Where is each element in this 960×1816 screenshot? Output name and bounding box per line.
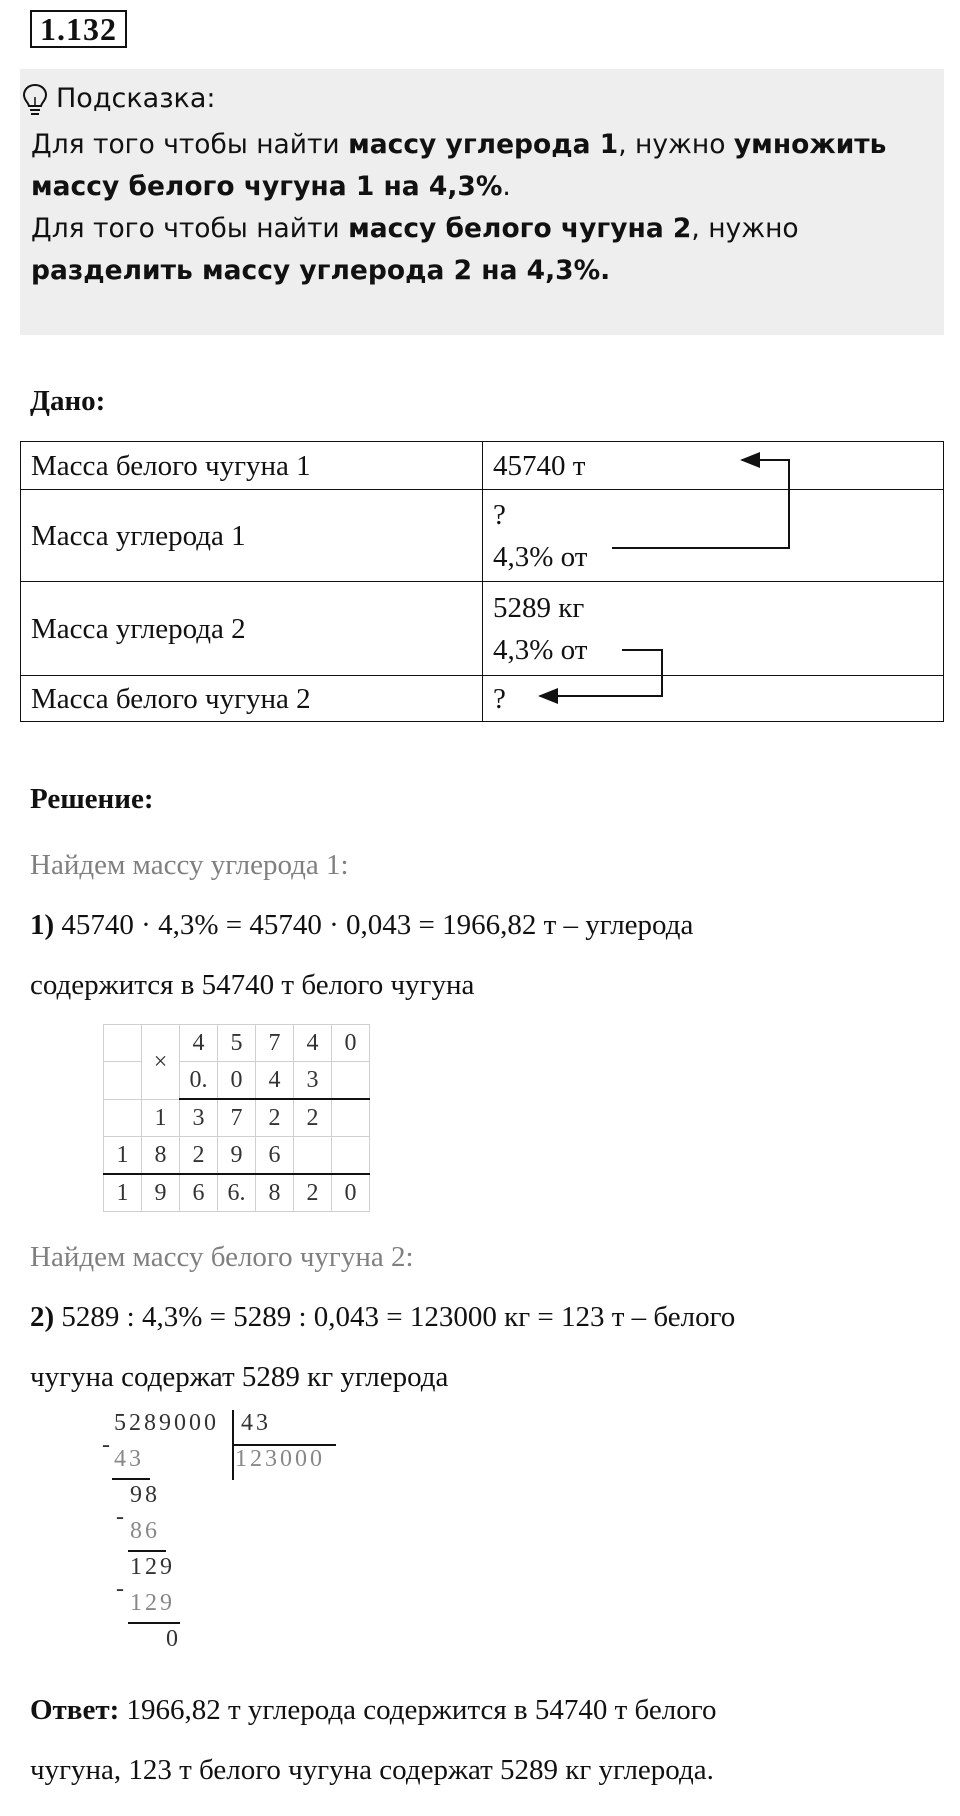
long-division — [96, 1410, 356, 1660]
given-value: ? — [483, 676, 944, 722]
step2-caption: Найдем массу белого чугуна 2: — [30, 1241, 414, 1273]
division-step-line — [128, 1622, 180, 1624]
division-remainder: 0 — [166, 1626, 181, 1652]
hint-line-2: массу белого чугуна 1 на 4,3%. — [31, 171, 511, 202]
given-label: Масса углерода 2 — [21, 582, 483, 676]
mult-row: × 4 5 7 4 0 — [104, 1025, 370, 1062]
division-dividend: 5289000 — [114, 1410, 219, 1436]
given-label: Масса белого чугуна 2 — [21, 676, 483, 722]
division-step-line — [128, 1550, 166, 1552]
step2-line: 2) 5289 : 4,3% = 5289 : 0,043 = 123000 кг = 123 т – белого — [30, 1301, 736, 1333]
division-step: 86 — [130, 1518, 160, 1544]
minus-sign: - — [116, 1504, 127, 1530]
given-arrows — [0, 0, 960, 740]
minus-sign: - — [116, 1576, 127, 1602]
division-step: 129 — [130, 1554, 175, 1580]
given-value: 5289 кг 4,3% от — [483, 582, 944, 676]
mult-row: 1 9 6 6. 8 2 0 — [104, 1174, 370, 1212]
hint-line-3: Для того чтобы найти массу белого чугуна 2, нужно — [31, 213, 799, 244]
given-label: Масса углерода 1 — [21, 490, 483, 582]
arrow-carbon1-to-iron1 — [612, 460, 789, 548]
mult-row: 1 3 7 2 2 — [104, 1099, 370, 1137]
hint-line-4: разделить массу углерода 2 на 4,3%. — [31, 255, 611, 286]
division-step: 43 — [114, 1446, 144, 1472]
minus-sign: - — [102, 1432, 113, 1458]
given-label: Масса белого чугуна 1 — [21, 442, 483, 490]
step1-line: 1) 45740 · 4,3% = 45740 · 0,043 = 1966,82 т – углерода — [30, 909, 694, 941]
task-number: 1.132 — [30, 10, 127, 48]
given-title: Дано: — [30, 385, 106, 417]
answer-line: Ответ: 1966,82 т углерода содержится в 54740 т белого — [30, 1694, 717, 1726]
mult-row: 1 8 2 9 6 — [104, 1137, 370, 1175]
step1-line-2: содержится в 54740 т белого чугуна — [30, 969, 475, 1001]
given-value: 45740 т — [483, 442, 944, 490]
hint-title-text: Подсказка: — [56, 83, 216, 114]
step2-line-2: чугуна содержат 5289 кг углерода — [30, 1361, 449, 1393]
arrow-carbon2-to-iron2 — [540, 650, 662, 696]
division-step-line — [112, 1478, 150, 1480]
multiplication-grid — [103, 1024, 370, 1212]
multiply-sign: × — [142, 1025, 180, 1100]
division-step: 129 — [130, 1590, 175, 1616]
answer-line-2: чугуна, 123 т белого чугуна содержат 5289 кг углерода. — [30, 1754, 714, 1786]
mult-row: 0. 0 4 3 — [104, 1062, 370, 1100]
solution-title: Решение: — [30, 783, 154, 815]
division-step: 98 — [130, 1482, 160, 1508]
division-quotient: 123000 — [235, 1446, 325, 1472]
division-divisor: 43 — [241, 1410, 271, 1436]
division-horizontal-line — [232, 1444, 336, 1446]
hint-line-1: Для того чтобы найти массу углерода 1, нужно умножить — [31, 129, 887, 160]
given-value: ? 4,3% от — [483, 490, 944, 582]
step1-caption: Найдем массу углерода 1: — [30, 849, 349, 881]
